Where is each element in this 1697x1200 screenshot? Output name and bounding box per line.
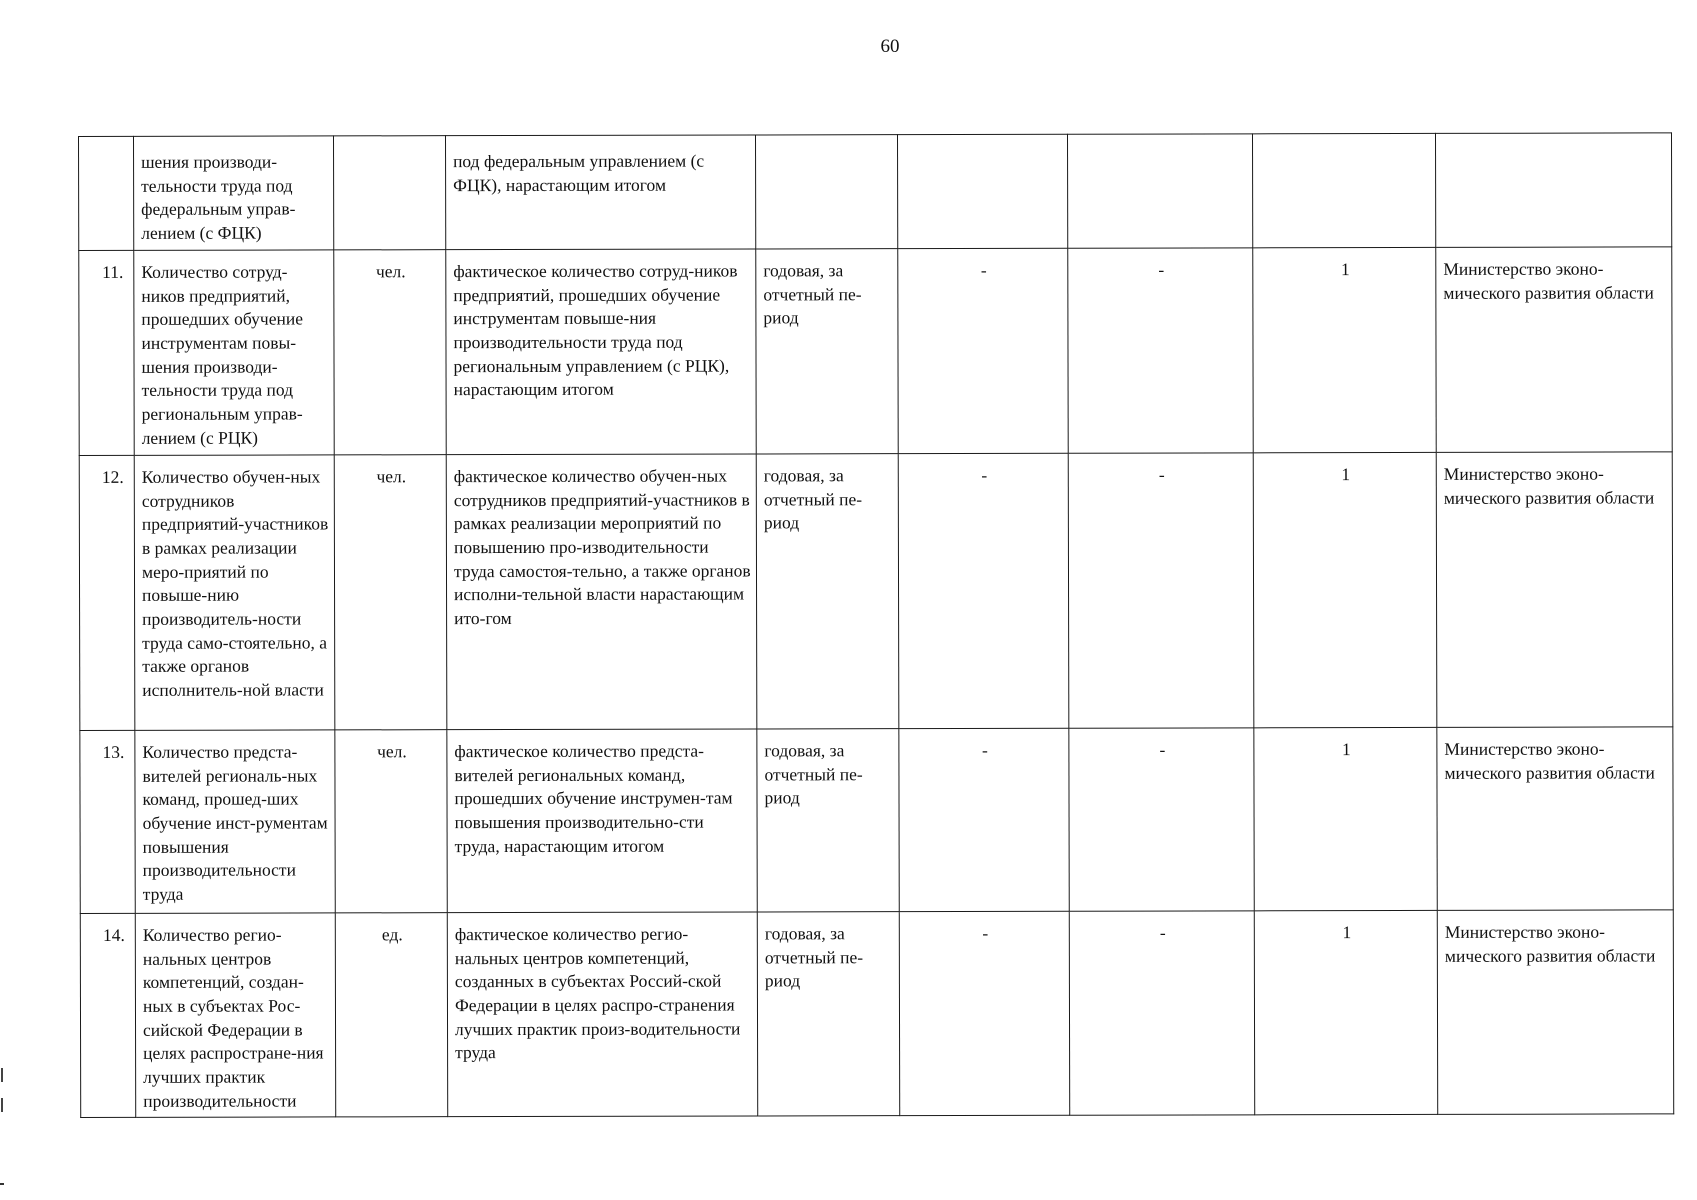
value-cell-2: - <box>1069 911 1254 1116</box>
unit-cell: ед. <box>335 912 447 1117</box>
indicator-name: Количество обучен-ных сотрудников предприятий-участников в рамках реализации меро-приятий по повыше-нию производитель-ности труда само-стоятельно, а также органов исполнитель-ной власти <box>134 455 335 730</box>
calculation-method: фактическое количество сотруд-ников предприятий, прошедших обучение инструментам повыше-ния производительности труда под региональным управлением (с РЦК), нарастающим итогом <box>446 249 756 455</box>
calculation-method: фактическое количество регио-нальных центров компетенций, созданных в субъектах Россий-ской Федерации в целях распро-странения лучших практик произ-водительности труда <box>447 912 757 1117</box>
row-number: 13. <box>80 730 135 913</box>
value-cell-1: - <box>899 911 1069 1116</box>
row-number <box>79 136 134 250</box>
value-cell-1: - <box>899 728 1069 911</box>
responsible-body: Министерство эконо-мического развития области <box>1436 452 1673 728</box>
value-cell-2: - <box>1068 248 1253 453</box>
unit-cell: чел. <box>335 729 447 912</box>
unit-cell <box>334 136 446 250</box>
responsible-body: Министерство эконо-мического развития области <box>1437 910 1673 1115</box>
table-row <box>79 452 1673 731</box>
table-row <box>79 133 1672 250</box>
calculation-method: фактическое количество предста-вителей региональных команд, прошедших обучение инструмен-там повышения производительно-сти труда, нарастающим итогом <box>447 729 757 913</box>
indicator-name: Количество предста-вителей региональ-ных команд, прошед-ших обучение инст-рументам повышения производительности труда <box>135 730 335 913</box>
periodicity-cell: годовая, за отчетный пе-риод <box>757 911 899 1116</box>
row-number: 14. <box>80 913 135 1118</box>
table-row <box>79 247 1672 456</box>
unit-cell: чел. <box>334 249 446 454</box>
scan-artifact <box>0 1183 4 1185</box>
indicator-name: шения производи-тельности труда под федеральным управ-лением (с ФЦК) <box>134 136 334 250</box>
value-cell-3: 1 <box>1253 247 1436 452</box>
row-number: 12. <box>79 455 135 730</box>
value-cell-2: - <box>1069 728 1254 911</box>
responsible-body: Министерство эконо-мического развития области <box>1436 247 1672 453</box>
table-row <box>80 727 1673 914</box>
indicator-name: Количество регио-нальных центров компетенций, создан-ных в субъектах Рос-сийской Федерации в целях распростране-ния лучших практик производительности <box>135 913 335 1118</box>
value-cell-3: 1 <box>1254 727 1437 910</box>
periodicity-cell: годовая, за отчетный пе-риод <box>756 453 899 728</box>
value-cell-3 <box>1252 133 1435 247</box>
value-cell-1: - <box>898 248 1068 453</box>
value-cell-1 <box>897 134 1067 248</box>
indicator-name: Количество сотруд-ников предприятий, прошедших обучение инструментам повы-шения производи-тельности труда под региональным управ-лением (с РЦК) <box>134 250 334 455</box>
value-cell-3: 1 <box>1254 910 1437 1115</box>
indicators-table <box>78 132 1674 1118</box>
value-cell-2: - <box>1068 453 1254 728</box>
periodicity-cell: годовая, за отчетный пе-риод <box>756 248 898 453</box>
row-number: 11. <box>79 250 134 455</box>
value-cell-2 <box>1067 134 1252 248</box>
responsible-body <box>1435 133 1671 247</box>
page-number: 60 <box>880 36 900 57</box>
value-cell-3: 1 <box>1253 452 1437 727</box>
periodicity-cell <box>755 135 897 249</box>
value-cell-1: - <box>898 453 1069 728</box>
unit-cell: чел. <box>334 454 447 729</box>
calculation-method: фактическое количество обучен-ных сотрудников предприятий-участников в рамках реализации мероприятий по повышению про-изводительности труда самостоя-тельно, а также органов исполни-тельной власти нарастающим ито-гом <box>446 454 757 730</box>
table-row <box>80 910 1673 1118</box>
scan-artifact <box>1 1068 3 1082</box>
responsible-body: Министерство эконо-мического развития области <box>1437 727 1673 911</box>
scan-artifact <box>1 1098 3 1112</box>
calculation-method: под федеральным управлением (с ФЦК), нарастающим итогом <box>446 135 756 250</box>
periodicity-cell: годовая, за отчетный пе-риод <box>757 728 899 911</box>
